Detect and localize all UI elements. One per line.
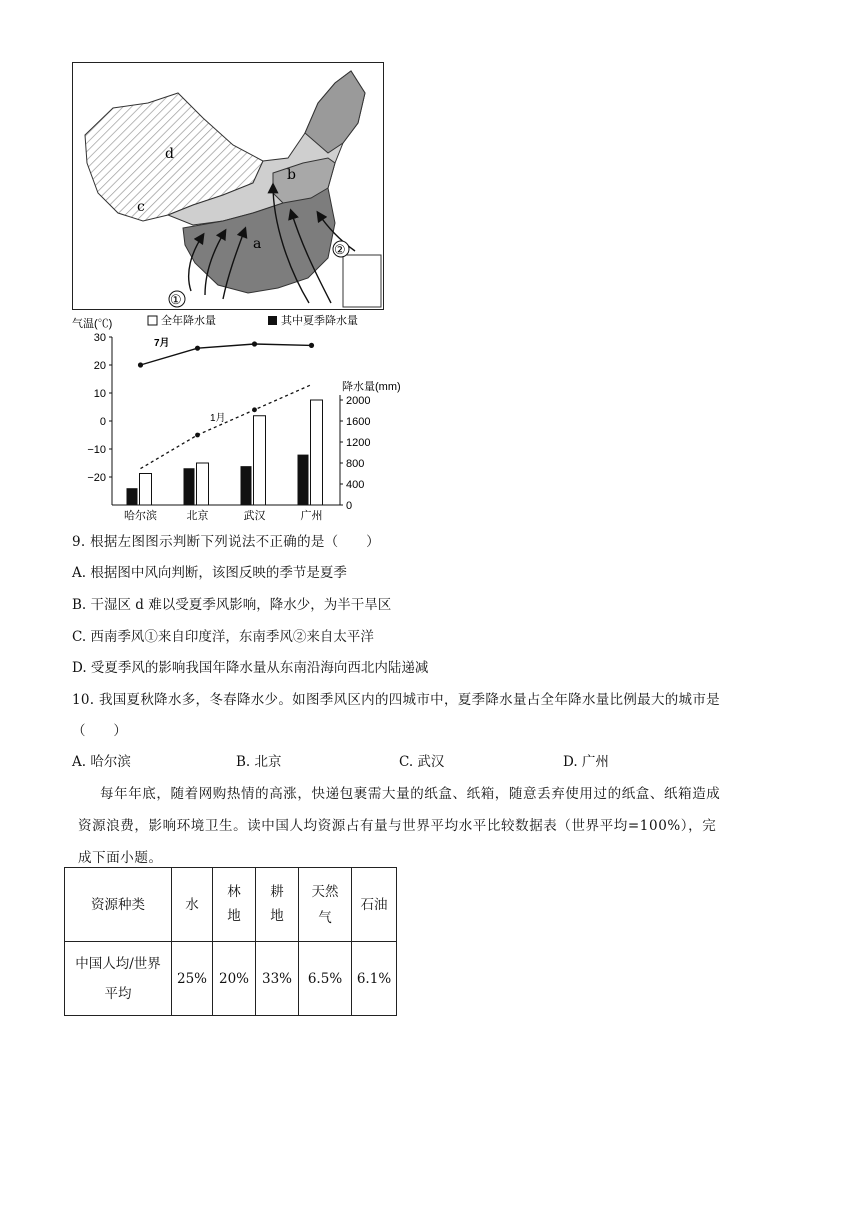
- jan-point: [252, 407, 257, 412]
- left-tick-label: 30: [93, 332, 106, 344]
- category-label: 哈尔滨: [124, 510, 157, 522]
- jan-label: 1月: [210, 413, 226, 424]
- category-label: 武汉: [243, 510, 266, 522]
- resource-table: [64, 867, 397, 1016]
- q10-option-d: D. 广州: [563, 754, 609, 770]
- table-row: [65, 942, 397, 1016]
- annual-bar: [197, 463, 209, 505]
- northeast-region: [305, 71, 365, 153]
- right-tick-label: 800: [346, 458, 365, 470]
- china-monsoon-map: [72, 62, 384, 310]
- legend-annual-swatch: [148, 316, 157, 325]
- left-axis-label: 气温(℃): [72, 318, 113, 330]
- q9-option-c: C. 西南季风①来自印度洋，东南季风②来自太平洋: [72, 629, 374, 645]
- chart-marks: [87, 332, 370, 522]
- passage-text: 每年年底，随着网购热情的高涨，快递包裹需大量的纸盒、纸箱，随意丢弃使用过的纸盒、纸箱造成资源浪费，影响环境卫生。读中国人均资源占有量与世界平均水平比较数据表（世界平均=100%），完成下面小题。: [78, 786, 721, 866]
- q10-option-c: C. 武汉: [399, 754, 445, 770]
- right-tick-label: 1200: [346, 437, 371, 449]
- table-header-cell: 水: [172, 868, 213, 942]
- table-header-cell: 资源种类: [65, 868, 172, 942]
- left-tick-label: 10: [93, 388, 106, 400]
- right-tick-label: 400: [346, 479, 365, 491]
- july-point: [252, 341, 257, 346]
- annual-bar: [140, 474, 152, 506]
- annual-bar: [311, 400, 323, 505]
- annual-bar: [254, 416, 266, 505]
- summer-bar: [127, 488, 138, 505]
- q10-option-a: A. 哈尔滨: [72, 754, 131, 770]
- legend-annual: 全年降水量: [161, 315, 216, 327]
- left-tick-label: 0: [99, 416, 106, 428]
- july-point: [138, 362, 143, 367]
- category-label: 广州: [300, 510, 323, 522]
- table-header-cell: 天然气: [299, 868, 352, 942]
- table-cell: 6.5%: [299, 942, 352, 1016]
- table-header-cell: 耕地: [256, 868, 299, 942]
- table-cell: 20%: [213, 942, 256, 1016]
- table-header-cell: 石油: [352, 868, 397, 942]
- right-tick-label: 1600: [346, 416, 371, 428]
- chart-svg: [72, 310, 412, 525]
- legend-summer: 其中夏季降水量: [281, 315, 358, 327]
- q9-option-d: D. 受夏季风的影响我国年降水量从东南沿海向西北内陆递减: [72, 660, 429, 676]
- table-cell: 6.1%: [352, 942, 397, 1016]
- q10-stem-paren: （ ）: [72, 723, 128, 739]
- july-label: 7月: [154, 338, 170, 349]
- right-tick-label: 0: [346, 500, 353, 512]
- marker-2: ②: [334, 243, 346, 258]
- summer-bar: [298, 455, 309, 505]
- left-tick-label: 20: [93, 360, 106, 372]
- right-axis-label: 降水量(mm): [342, 381, 401, 393]
- label-b: b: [287, 167, 296, 183]
- label-c: c: [137, 199, 145, 215]
- left-tick-label: −20: [87, 472, 106, 484]
- july-point: [195, 346, 200, 351]
- q10-stem: 10. 我国夏秋降水多，冬春降水少。如图季风区内的四城市中，夏季降水量占全年降水量比例最大的城市是: [72, 692, 720, 708]
- table-header-row: [65, 868, 397, 942]
- label-a: a: [253, 236, 262, 252]
- left-tick-label: −10: [87, 444, 106, 456]
- map-drawing: [73, 63, 383, 309]
- jan-point: [195, 433, 200, 438]
- passage: [78, 778, 728, 874]
- jan-line: [141, 385, 312, 469]
- right-tick-label: 2000: [346, 395, 371, 407]
- climate-chart: [72, 310, 412, 525]
- q9-option-a: A. 根据图中风向判断，该图反映的季节是夏季: [72, 565, 347, 581]
- table-row-label: 中国人均/世界平均: [65, 942, 172, 1016]
- category-label: 北京: [186, 510, 209, 522]
- label-d: d: [165, 146, 174, 162]
- table-cell: 25%: [172, 942, 213, 1016]
- marker-1: ①: [170, 293, 182, 308]
- summer-bar: [184, 468, 195, 505]
- july-point: [309, 343, 314, 348]
- summer-bar: [241, 466, 252, 505]
- q9-option-b: B. 干湿区 d 难以受夏季风影响，降水少，为半干旱区: [72, 597, 392, 613]
- table-header-cell: 林地: [213, 868, 256, 942]
- table-cell: 33%: [256, 942, 299, 1016]
- q10-option-b: B. 北京: [236, 754, 282, 770]
- legend-summer-swatch: [268, 316, 277, 325]
- q9-stem: 9. 根据左图图示判断下列说法不正确的是（ ）: [72, 534, 380, 550]
